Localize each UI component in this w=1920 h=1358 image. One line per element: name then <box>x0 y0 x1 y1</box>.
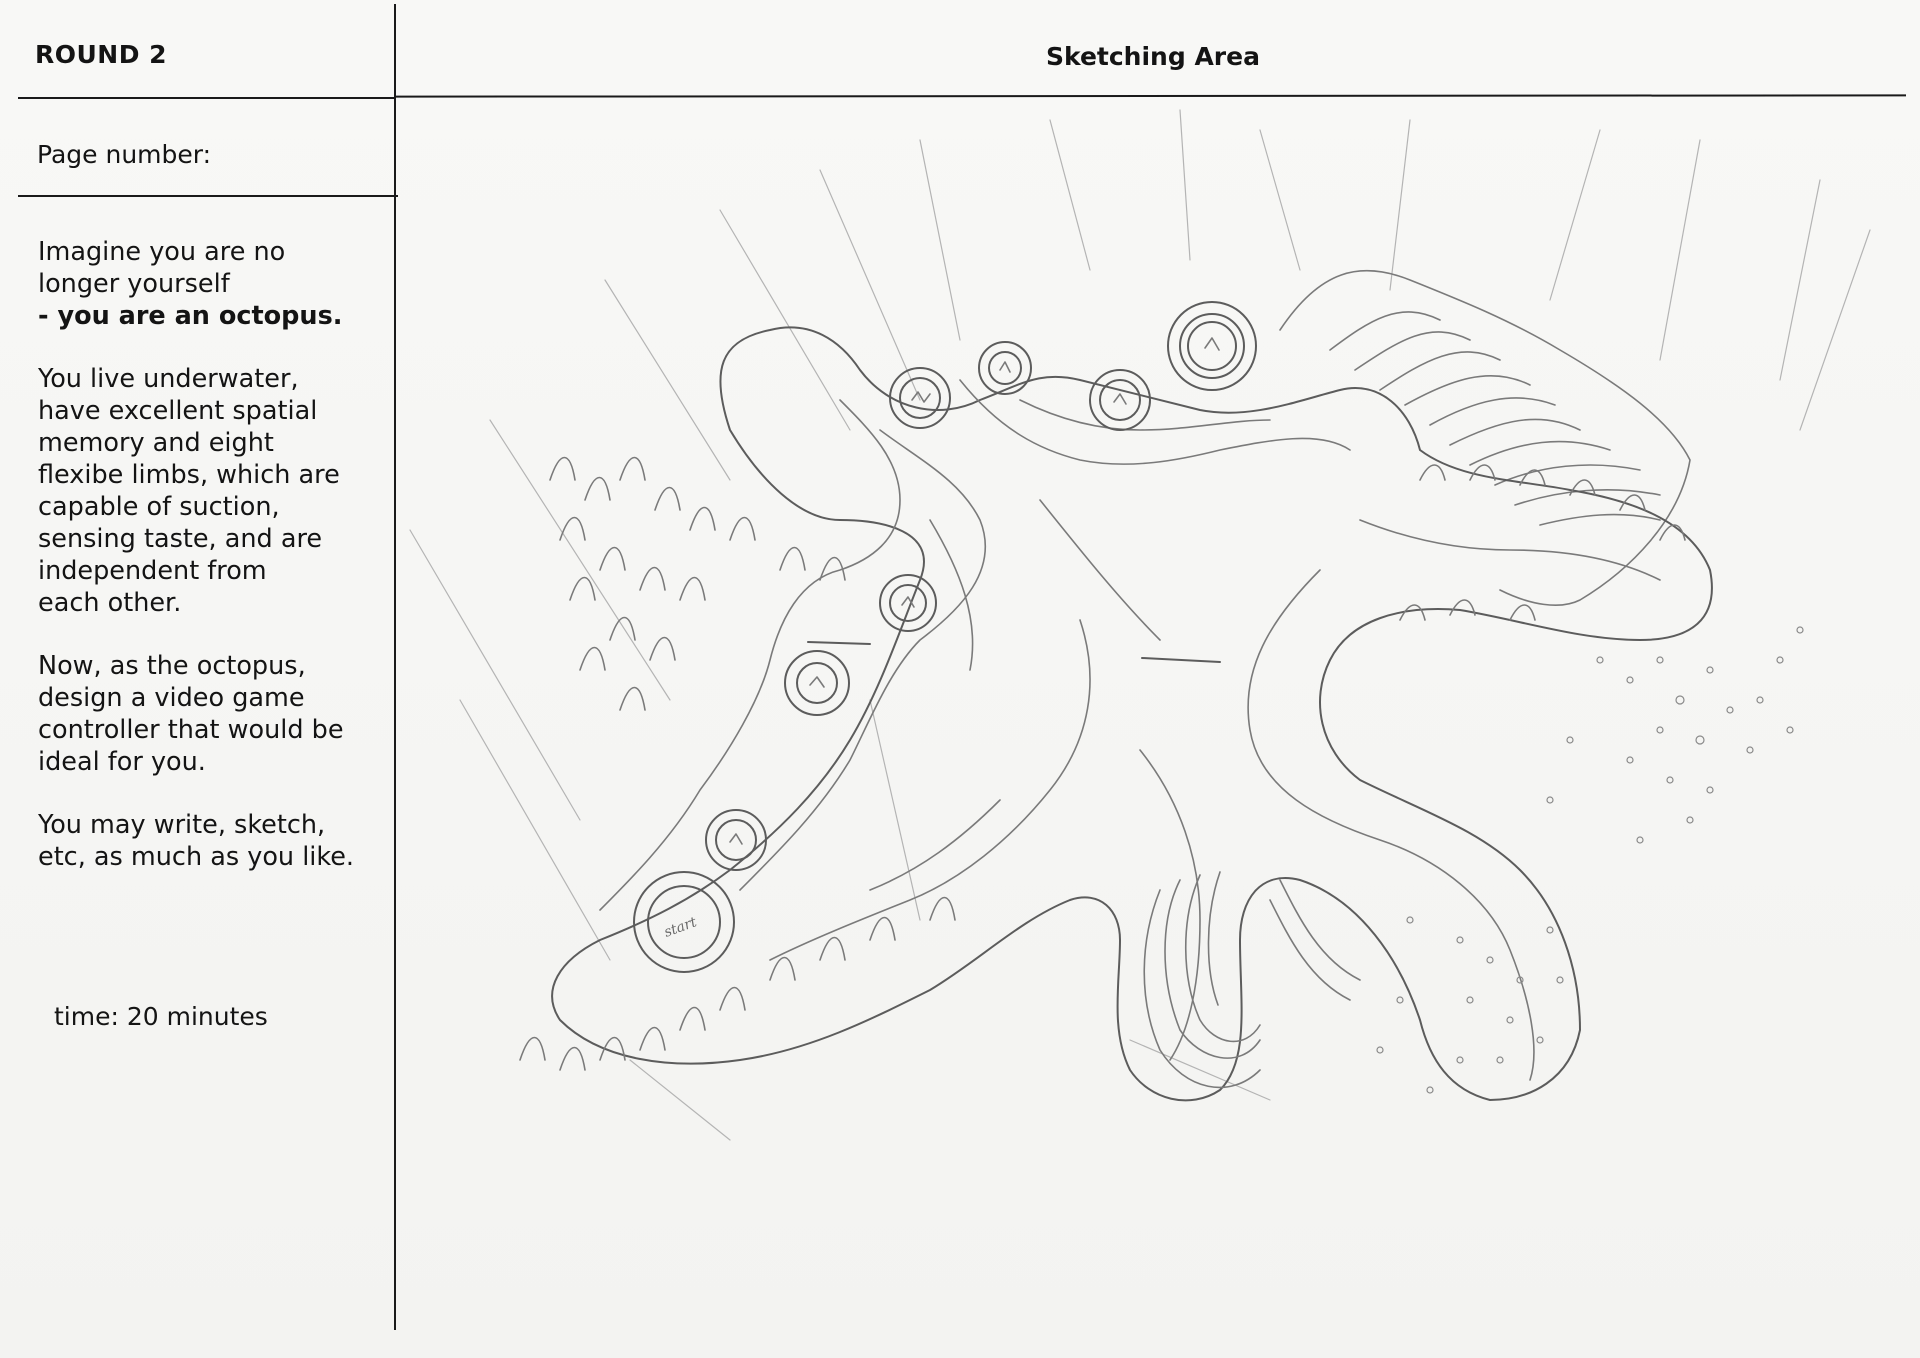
background-rays <box>410 110 1870 1140</box>
speckle-dots <box>1377 627 1803 1093</box>
prompt-line: each other. <box>38 588 182 618</box>
prompt-line: capable of suction, <box>38 492 280 522</box>
prompt-intro-line: Imagine you are no <box>38 237 286 267</box>
prompt-line: design a video game <box>38 683 305 713</box>
prompt-instructions <box>38 809 378 873</box>
octopus-controller-sketch[interactable] <box>400 100 1900 1320</box>
hinge-marks <box>808 642 1220 662</box>
prompt-line: etc, as much as you like. <box>38 842 355 872</box>
page-number-divider <box>18 195 398 197</box>
prompt-line: memory and eight <box>38 428 274 458</box>
prompt-line: You may write, sketch, <box>38 810 326 840</box>
time-limit-label: time: 20 minutes <box>54 1002 268 1031</box>
prompt-text <box>38 236 378 904</box>
sketch-drawing <box>400 100 1900 1320</box>
prompt-line: have excellent spatial <box>38 396 318 426</box>
prompt-line: controller that would be <box>38 715 344 745</box>
column-divider <box>394 4 396 1330</box>
header-divider-right <box>394 94 1906 97</box>
prompt-octopus-abilities <box>38 363 378 619</box>
prompt-line: You live underwater, <box>38 364 299 394</box>
prompt-line: flexibe limbs, which are <box>38 460 340 490</box>
prompt-task <box>38 650 378 778</box>
prompt-line: ideal for you. <box>38 747 206 777</box>
round-title: ROUND 2 <box>35 40 168 69</box>
prompt-line: Now, as the octopus, <box>38 651 306 681</box>
arm-ripples <box>1144 872 1360 1087</box>
prompt-intro <box>38 236 378 332</box>
prompt-emphasis: - you are an octopus. <box>38 301 343 331</box>
header-divider-left <box>18 97 396 99</box>
arm-contours <box>600 380 1660 1080</box>
wavy-lobe <box>1280 271 1690 606</box>
page-number-field: Page number: <box>37 140 212 169</box>
start-label: start <box>661 914 699 941</box>
prompt-intro-line: longer yourself <box>38 269 230 299</box>
prompt-line: sensing taste, and are <box>38 524 323 554</box>
sketching-area-title: Sketching Area <box>1046 42 1260 71</box>
prompt-line: independent from <box>38 556 267 586</box>
